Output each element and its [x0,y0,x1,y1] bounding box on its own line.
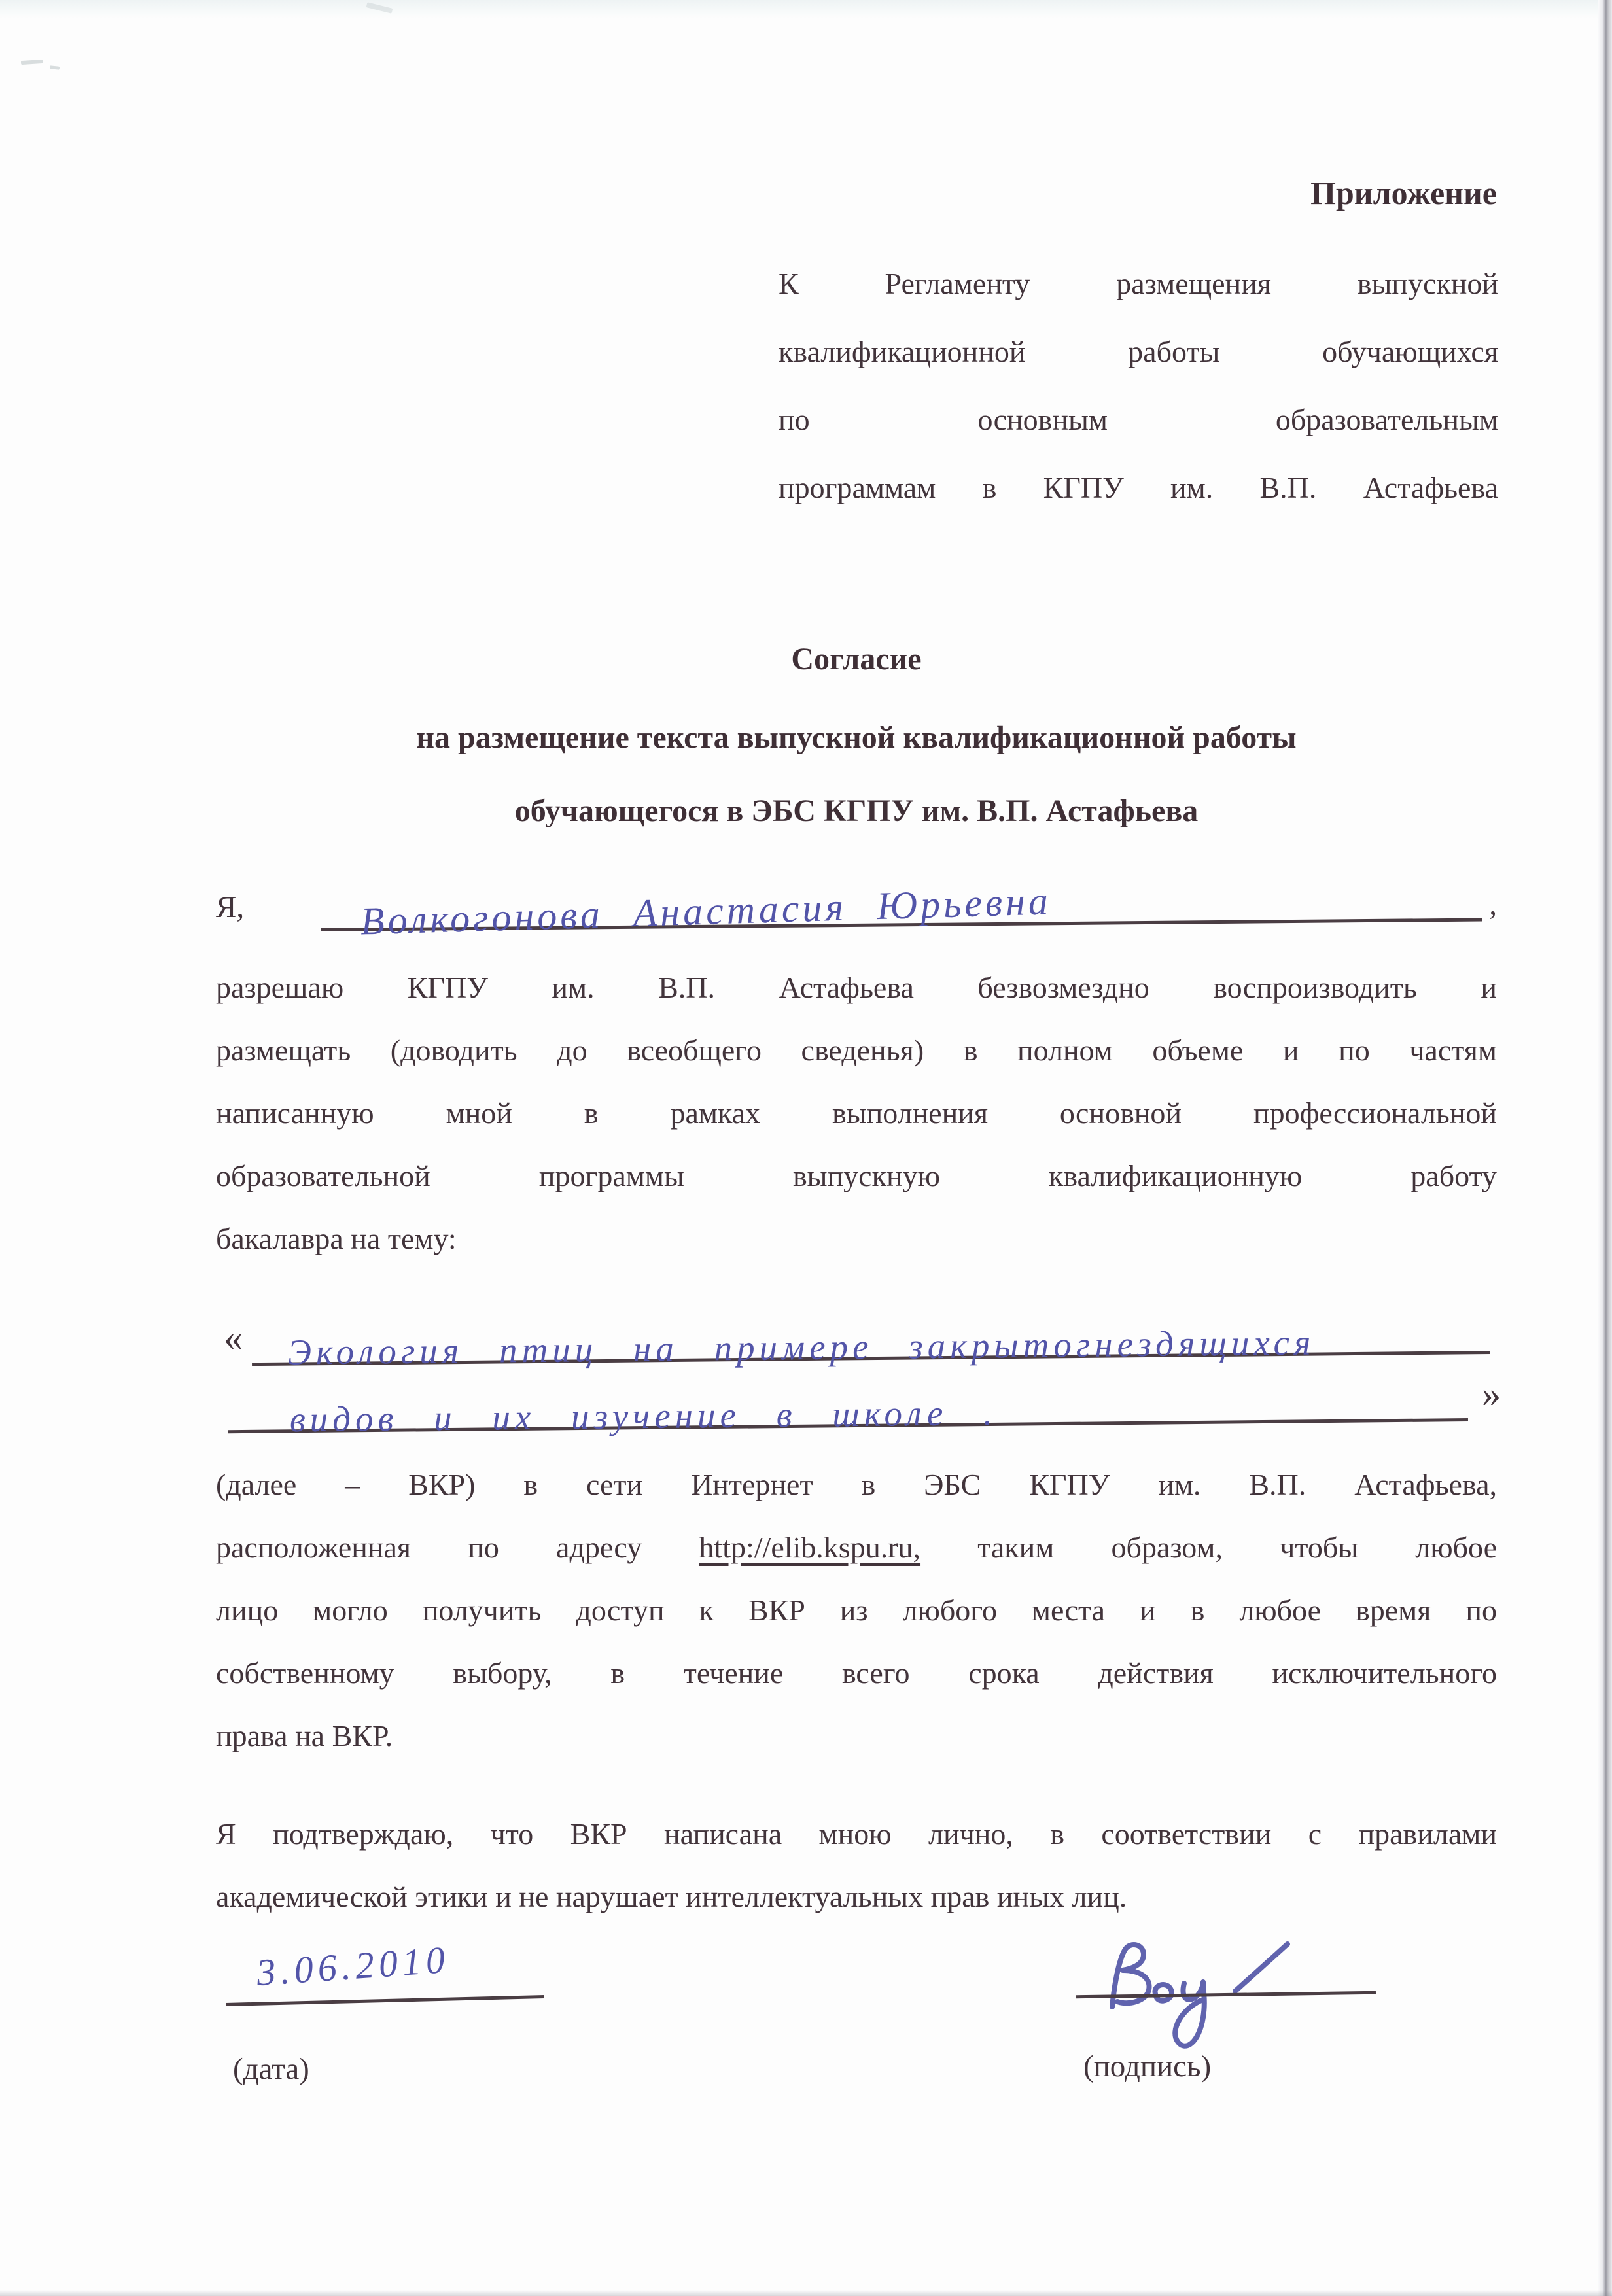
reference-line: квалификационной работы обучающихся [779,335,1498,368]
paragraph-line: написанную мной в рамках выполнения основной профессиональной [216,1096,1497,1130]
thesis-title-block [216,1298,1501,1440]
open-quote: « [224,1316,243,1359]
handwritten-name: Волкогонова Анастасия Юрьевна [360,879,1052,943]
consent-subtitle-line1: на размещение текста выпускной квалификационной работы [416,720,1297,755]
declarant-line [216,874,1497,943]
regulation-reference [779,250,1498,522]
scan-top-edge [0,0,1612,18]
reference-line: К Регламенту размещения выпускной [779,267,1498,300]
date-label: (дата) [233,2052,309,2086]
paragraph-line: образовательной программы выпускную квалификационную работу [216,1159,1497,1192]
date-underline [226,1995,544,2006]
paragraph-line: размещать (доводить до всеобщего сведенья) в полном объеме и по частям [216,1034,1497,1067]
scan-right-edge-shadow [1598,0,1612,2296]
paragraph-line: Я подтверждаю, что ВКР написана мною лично, в соответствии с правилами [216,1817,1497,1851]
paragraph-text: расположенная по адресу [216,1531,642,1564]
elib-url: http://elib.kspu.ru, [699,1531,921,1564]
handwritten-thesis-line-1: Экология птиц на примере закрытогнездящихся [287,1322,1316,1372]
reference-line: программам в КГПУ им. В.П. Астафьева [779,471,1498,504]
paragraph-line: академической этики и не нарушает интеллектуальных прав иных лиц. [216,1880,1127,1913]
name-blank-line [321,861,1482,943]
scan-bottom-edge-shadow [0,2290,1612,2296]
paragraph-line [216,1516,1497,1579]
signature-label: (подпись) [1083,2049,1212,2083]
paragraph-line: бакалавра на тему: [216,1222,457,1255]
handwritten-thesis-line-2: видов и их изучение в школе . [289,1392,998,1440]
permission-paragraph [216,956,1497,1270]
paragraph-line: (далее – ВКР) в сети Интернет в ЭБС КГПУ им. В.П. Астафьева, [216,1468,1497,1501]
paragraph-text: таким образом, чтобы любое [977,1531,1498,1564]
paragraph-line: собственному выбору, в течение всего срока действия исключительного [216,1656,1497,1690]
publication-paragraph [216,1453,1497,1767]
declarant-prefix: Я, [216,890,245,924]
confirmation-paragraph [216,1803,1497,1928]
paragraph-line: разрешаю КГПУ им. В.П. Астафьева безвозмездно воспроизводить и [216,971,1497,1004]
scan-speck [21,60,43,65]
annex-label: Приложение [1310,175,1497,211]
signature-stroke [1155,1985,1172,2001]
handwritten-date: 3.06.2010 [255,1938,451,1994]
signature-stroke [1235,1944,1288,1991]
declarant-comma: , [1489,888,1497,922]
consent-subtitle-line2: обучающегося в ЭБС КГПУ им. В.П. Астафьева [514,793,1199,828]
paragraph-line: права на ВКР. [216,1719,393,1752]
close-quote: » [1482,1372,1501,1415]
reference-line: по основным образовательным [779,403,1498,436]
paragraph-line: лицо могло получить доступ к ВКР из любого места и в любое время по [216,1593,1497,1627]
signature-stroke [1175,1982,1204,2046]
thesis-blank-line-1 [251,1298,1490,1372]
consent-heading: Согласие [791,642,922,676]
thesis-blank-line-2 [227,1366,1468,1440]
scan-speck [50,65,60,70]
